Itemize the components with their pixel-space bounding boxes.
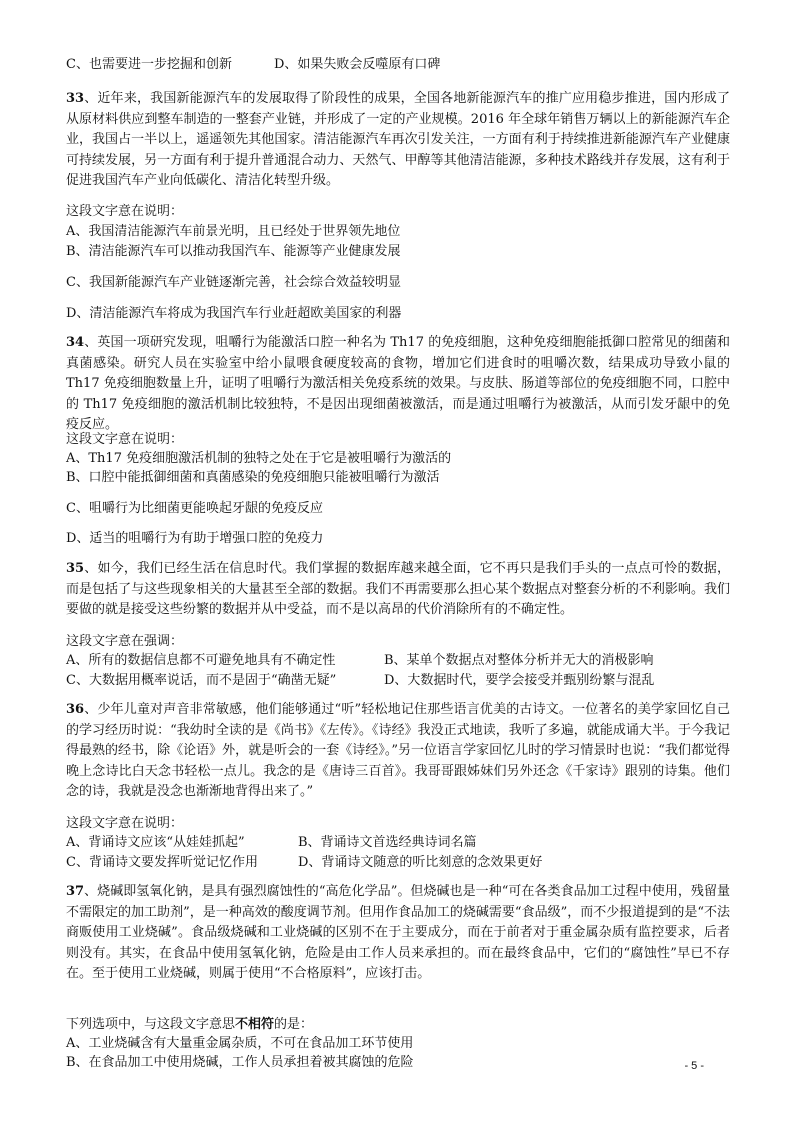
question-33-text: 、近年来，我国新能源汽车的发展取得了阶段性的成果，全国各地新能源汽车的推广应用稳步推进，国内形成了从原材料供应到整车制造的一整套产业链，并形成了一定的产业规模。2016 年全球年销售万辆以上的新能源汽车企业，我国占一半以上，遥遥领先其他国家。清洁能源汽车再次引发关注，一方面有利于持续推进新能源汽车产业健康可持续发展，另一方面有利于提升普通混合动力、天然气、甲醇等其他清洁能源，多种技术路线并存发展，这有利于促进我国汽车产业向低碳化、清洁化转型升级。 bbox=[66, 91, 730, 188]
question-37-option-a: A、工业烧碱含有大量重金属杂质，不可在食品加工环节使用 bbox=[66, 1036, 414, 1051]
question-35-option-b: B、某单个数据点对整体分析并无大的消极影响 bbox=[384, 653, 654, 668]
question-37-text: 、烧碱即氢氧化钠，是具有强烈腐蚀性的“高危化学品”。但烧碱也是一种“可在各类食品加工过程中使用，残留量不需限定的加工助剂”，是一种高效的酸度调节剂。但用作食品加工的烧碱需要“食品级”，而不少报道提到的是“不法商贩使用工业烧碱”。食品级烧碱和工业烧碱的区别不在于主要成分，而在于前者对于重金属杂质有监控要求，后者则没有。其实，在食品中使用氢氧化钠，危险是由工作人员来承担的。而在最终食品中，它们的“腐蚀性”早已不存在。至于使用工业烧碱，则属于使用“不合格原料”，应该打击。 bbox=[66, 884, 730, 981]
question-34-number: 34 bbox=[66, 335, 85, 350]
question-35-text: 、如今，我们已经生活在信息时代。我们掌握的数据库越来越全面，它不再只是我们手头的一点点可怜的数据，而是包括了与这些现象相关的大量甚至全部的数据。我们不再需要那么担心某个数据点对整套分析的不利影响。我们要做的就是接受这些纷繁的数据并从中受益，而不是以高昂的代价消除所有的不确定性。 bbox=[66, 561, 730, 617]
question-36-stem bbox=[66, 700, 730, 803]
question-34-option-d: D、适当的咀嚼行为有助于增强口腔的免疫力 bbox=[66, 531, 324, 546]
question-36-prompt: 这段文字意在说明： bbox=[66, 816, 184, 831]
question-33-option-d: D、清洁能源汽车将成为我国汽车行业赶超欧美国家的利器 bbox=[66, 306, 402, 321]
question-36-number: 36 bbox=[66, 702, 85, 717]
question-33-option-a: A、我国清洁能源汽车前景光明，且已经处于世界领先地位 bbox=[66, 224, 401, 239]
question-37-number: 37 bbox=[66, 884, 85, 899]
prev-option-c: C、也需要进一步挖掘和创新 bbox=[66, 57, 232, 72]
question-36-option-b: B、背诵诗文首选经典诗词名篇 bbox=[298, 835, 477, 850]
question-34-option-a: A、Th17 免疫细胞激活机制的独特之处在于它是被咀嚼行为激活的 bbox=[66, 451, 452, 466]
page-number: - 5 - bbox=[684, 1060, 704, 1072]
question-33-number: 33 bbox=[66, 91, 85, 106]
question-36-option-a: A、背诵诗文应该“从娃娃抓起” bbox=[66, 835, 245, 850]
question-37-stem bbox=[66, 882, 730, 985]
question-33-option-b: B、清洁能源汽车可以推动我国汽车、能源等产业健康发展 bbox=[66, 244, 401, 259]
question-36-option-c: C、背诵诗文要发挥听觉记忆作用 bbox=[66, 855, 258, 870]
question-33-option-c: C、我国新能源汽车产业链逐渐完善，社会综合效益较明显 bbox=[66, 275, 401, 290]
prev-option-d: D、如果失败会反噬原有口碑 bbox=[274, 57, 441, 72]
question-37-prompt bbox=[66, 1015, 313, 1035]
question-33-stem bbox=[66, 89, 730, 192]
question-35-option-d: D、大数据时代，要学会接受并甄别纷繁与混乱 bbox=[384, 673, 655, 688]
question-35-prompt: 这段文字意在强调： bbox=[66, 634, 184, 649]
question-34-prompt: 这段文字意在说明： bbox=[66, 432, 184, 447]
question-37-prompt-end: 的是： bbox=[274, 1017, 314, 1032]
question-35-option-a: A、所有的数据信息都不可避免地具有不确定性 bbox=[66, 653, 336, 668]
question-37-prompt-start: 下列选项中，与这段文字意思 bbox=[66, 1017, 236, 1032]
question-34-option-b: B、口腔中能抵御细菌和真菌感染的免疫细胞只能被咀嚼行为激活 bbox=[66, 470, 440, 485]
question-35-option-c: C、大数据用概率说话，而不是固于“确凿无疑” bbox=[66, 673, 337, 688]
question-35-number: 35 bbox=[66, 561, 85, 576]
question-34-stem bbox=[66, 333, 730, 436]
question-37-option-b: B、在食品加工中使用烧碱，工作人员承担着被其腐蚀的危险 bbox=[66, 1055, 414, 1070]
question-35-stem bbox=[66, 559, 730, 621]
question-33-prompt: 这段文字意在说明： bbox=[66, 204, 184, 219]
question-36-text: 、少年儿童对声音非常敏感，他们能够通过“听”轻松地记住那些语言优美的古诗文。一位著名的美学家回忆自己的学习经历时说：“我幼时全读的是《尚书》《左传》。《诗经》我没正式地读，我听了多遍，就能成诵大半。于今我记得最熟的经书，除《论语》外，就是听会的一套《诗经》。”另一位语言学家回忆儿时的学习情景时也说：“我们都觉得晚上念诗比白天念书轻松一点儿。我念的是《唐诗三百首》。我哥哥跟姊妹们另外还念《千家诗》跟别的诗集。他们念的诗，我就是没念也渐渐地背得出来了。” bbox=[66, 702, 730, 799]
question-34-option-c: C、咀嚼行为比细菌更能唤起牙龈的免疫反应 bbox=[66, 501, 323, 516]
question-34-text: 、英国一项研究发现，咀嚼行为能激活口腔一种名为 Th17 的免疫细胞，这种免疫细胞能抵御口腔常见的细菌和真菌感染。研究人员在实验室中给小鼠喂食硬度较高的食物，增加它们进食时的咀嚼次数，结果成功导致小鼠的 Th17 免疫细胞数量上升，证明了咀嚼行为激活相关免疫系统的效果。与皮肤、肠道等部位的免疫细胞不同，口腔中的 Th17 免疫细胞的激活机制比较独特，不是因出现细菌被激活，而是通过咀嚼行为被激活，从而引发牙龈中的免疫反应。 bbox=[66, 335, 730, 432]
question-36-option-d: D、背诵诗文随意的听比刻意的念效果更好 bbox=[298, 855, 543, 870]
question-37-prompt-emphasis: 不相符 bbox=[235, 1017, 275, 1032]
